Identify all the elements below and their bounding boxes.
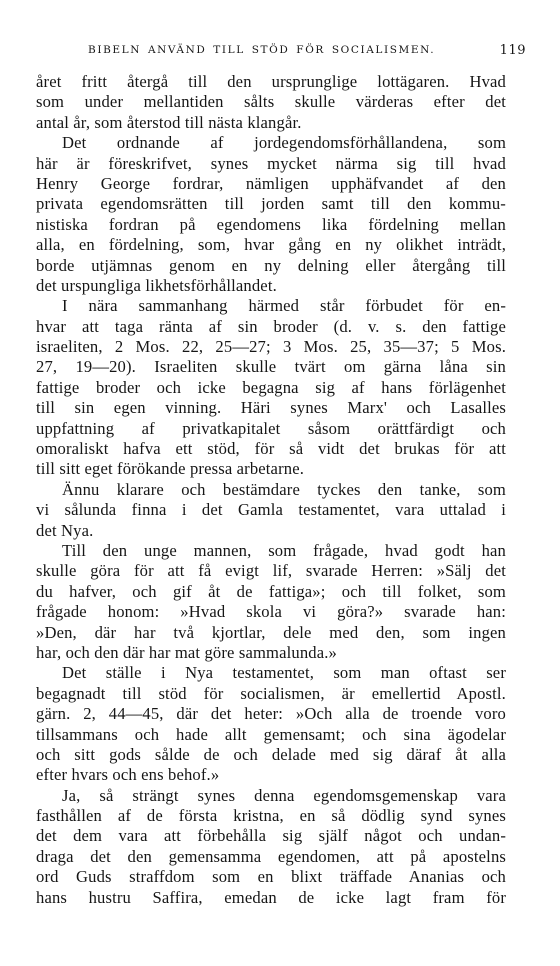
text-line: nistiska fordran på egendomens lika fördelning mellan (36, 214, 506, 234)
text-line: året fritt återgå till den ursprunglige lottägaren. Hvad (36, 72, 506, 91)
text-line: draga det den gemensamma egendomen, att på apostelns (36, 846, 506, 866)
text-line: antal år, som återstod till nästa klangår. (36, 112, 302, 132)
text-line: till sin egen vinning. Häri synes Marx' och Lasalles (36, 398, 506, 418)
text-line: frågade honom: »Hvad skola vi göra?» svarade han: (36, 602, 506, 622)
text-line: till sitt eget förökande pressa arbetarne. (36, 459, 305, 479)
text-line: borde utjämnas genom en ny delning eller återgång till (36, 255, 506, 275)
text-line: här är föreskrifvet, synes mycket närma sig till hvad (36, 153, 506, 173)
text-line: vi sålunda finna i det Gamla testamentet, vara uttalad i (36, 500, 506, 520)
text-line: israeliten, 2 Mos. 22, 25—27; 3 Mos. 25, 35—37; 5 Mos. (36, 337, 506, 357)
text-line: det Nya. (36, 520, 94, 540)
text-line: fasthållen af de första kristna, en så dödlig synd synes (36, 806, 506, 826)
text-line: hans hustru Saffira, emedan de icke lagt fram för (36, 887, 506, 907)
text-line: »Den, där har två kjortlar, dele med den, som ingen (36, 622, 506, 642)
text-line: privata egendomsrätten till jorden samt till den kommu- (36, 194, 506, 214)
text-line: begagnadt till stöd för socialismen, är emellertid Apostl. (36, 683, 506, 703)
text-line: Ja, så strängt synes denna egendomsgemenskap vara (62, 785, 506, 805)
text-line: Det ordnande af jordegendomsförhållandena, som (62, 133, 506, 153)
text-line: det urspungliga likhetsförhållandet. (36, 275, 277, 295)
text-line: gärn. 2, 44—45, där det heter: »Och alla de troende voro (36, 704, 506, 724)
text-line: Till den unge mannen, som frågade, hvad godt han (62, 540, 506, 560)
text-line: Henry George fordrar, nämligen upphäfvandet af den (36, 173, 506, 193)
text-line: hvar att taga ränta af sin broder (d. v. s. den fattige (36, 316, 506, 336)
text-line: ord Guds straffdom som en blixt träffade Ananias och (36, 867, 506, 887)
text-line: har, och den där har mat göre sammalunda.» (36, 642, 337, 662)
running-title: BIBELN ANVÄND TILL STÖD FÖR SOCIALISMEN. (88, 44, 436, 56)
text-line: alla, en fördelning, som, hvar gång en ny olikhet inträdt, (36, 235, 506, 255)
text-line: du hafver, och gif åt de fattiga»; och till folket, som (36, 581, 506, 601)
text-line: I nära sammanhang härmed står förbudet för en- (62, 296, 506, 316)
text-line: som under mellantiden sålts skulle värderas efter det (36, 92, 506, 112)
page-number: 119 (499, 43, 526, 58)
text-line: efter hvars och ens behof.» (36, 765, 220, 785)
running-head (36, 44, 530, 62)
text-line: 27, 19—20). Israeliten skulle tvärt om gärna låna sin (36, 357, 506, 377)
text-line: och sitt gods sålde de och delade med sig däraf åt alla (36, 744, 506, 764)
text-line: skulle göra för att få evigt lif, svarade Herren: »Sälj det (36, 561, 506, 581)
body-text (36, 72, 506, 908)
text-line: fattige broder och icke begagna sig af hans förlägenhet (36, 377, 506, 397)
text-line: tillsammans och hade allt gemensamt; och sina ägodelar (36, 724, 506, 744)
text-line: Det ställe i Nya testamentet, som man oftast ser (62, 663, 506, 683)
text-line: det dem vara att förbehålla sig själf något och undan- (36, 826, 506, 846)
text-line: omoraliskt hafva ett stöd, för så vidt det brukas för att (36, 439, 506, 459)
text-line: Ännu klarare och bestämdare tyckes den tanke, som (62, 479, 506, 499)
text-line: uppfattning af privatkapitalet såsom orättfärdigt och (36, 418, 506, 438)
